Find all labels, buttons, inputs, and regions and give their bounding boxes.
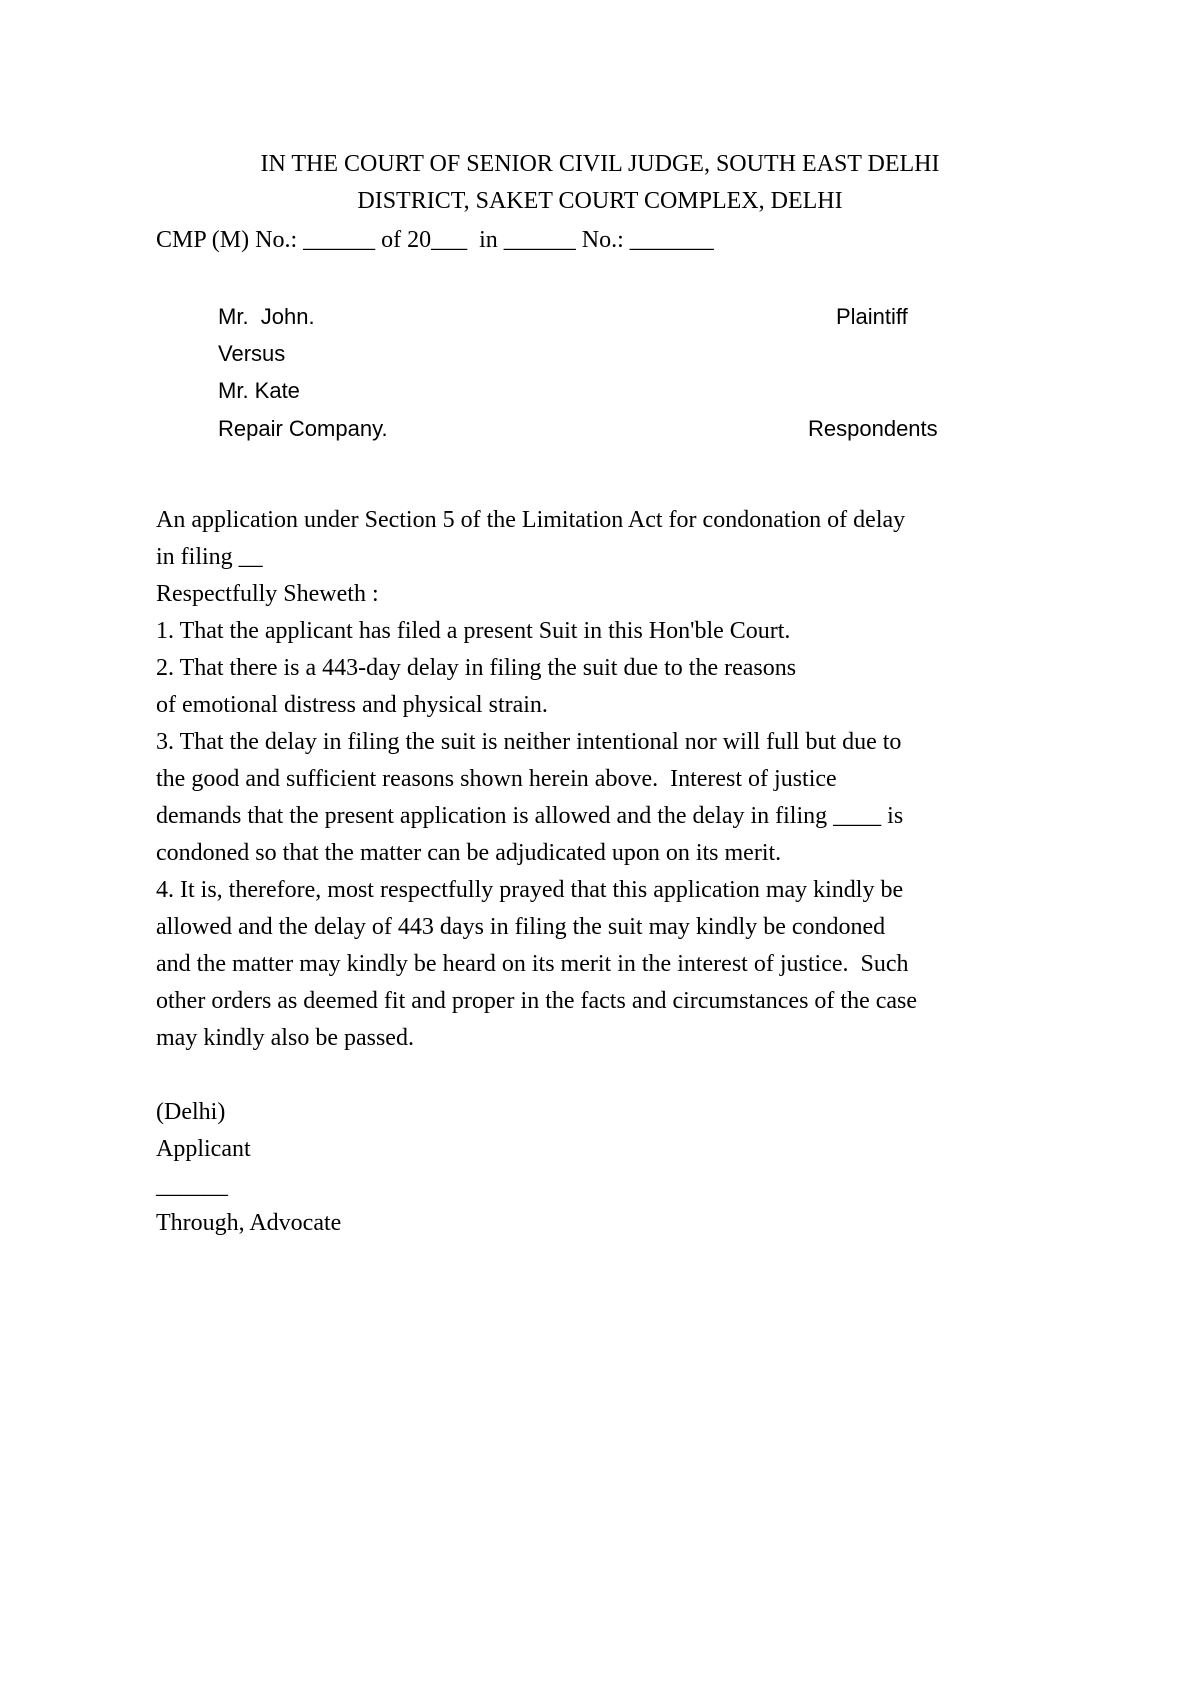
para-4-line-1: 4. It is, therefore, most respectfully prayed that this application may kindly be [156, 877, 904, 903]
plaintiff-role: Plaintiff [836, 304, 908, 329]
para-1-line-1: 1. That the applicant has filed a present Suit in this Hon'ble Court. [156, 618, 791, 644]
para-2-line-2: of emotional distress and physical strain. [156, 692, 548, 718]
para-4-line-5: may kindly also be passed. [156, 1025, 414, 1051]
intro-line-1: An application under Section 5 of the Limitation Act for condonation of delay [156, 507, 906, 533]
signature-blank-line: ______ [156, 1173, 228, 1199]
para-4-line-4: other orders as deemed fit and proper in the facts and circumstances of the case [156, 988, 918, 1014]
applicant-label: Applicant [156, 1136, 251, 1162]
signature-place: (Delhi) [156, 1099, 226, 1125]
para-3-line-3: demands that the present application is allowed and the delay in filing ____ is [156, 803, 904, 829]
court-heading-line-1: IN THE COURT OF SENIOR CIVIL JUDGE, SOUTH EAST DELHI [260, 151, 940, 177]
salutation: Respectfully Sheweth : [156, 581, 379, 607]
para-2-line-1: 2. That there is a 443-day delay in filing the suit due to the reasons [156, 655, 797, 681]
respondent-role: Respondents [808, 416, 938, 441]
para-3-line-4: condoned so that the matter can be adjudicated upon on its merit. [156, 840, 782, 866]
para-3-line-1: 3. That the delay in filing the suit is neither intentional nor will full but due to [156, 729, 902, 755]
case-number-line: CMP (M) No.: ______ of 20___ in ______ No.: _______ [156, 227, 714, 253]
intro-line-2: in filing __ [156, 544, 263, 570]
versus-label: Versus [218, 341, 286, 366]
plaintiff-name: Mr. John. [218, 304, 315, 329]
para-4-line-2: allowed and the delay of 443 days in filing the suit may kindly be condoned [156, 914, 886, 940]
para-4-line-3: and the matter may kindly be heard on its merit in the interest of justice. Such [156, 951, 909, 977]
respondent-name: Mr. Kate [218, 378, 300, 403]
respondent-company: Repair Company. [218, 416, 388, 441]
through-advocate: Through, Advocate [156, 1210, 342, 1236]
para-3-line-2: the good and sufficient reasons shown herein above. Interest of justice [156, 766, 837, 792]
court-heading-line-2: DISTRICT, SAKET COURT COMPLEX, DELHI [357, 188, 843, 214]
